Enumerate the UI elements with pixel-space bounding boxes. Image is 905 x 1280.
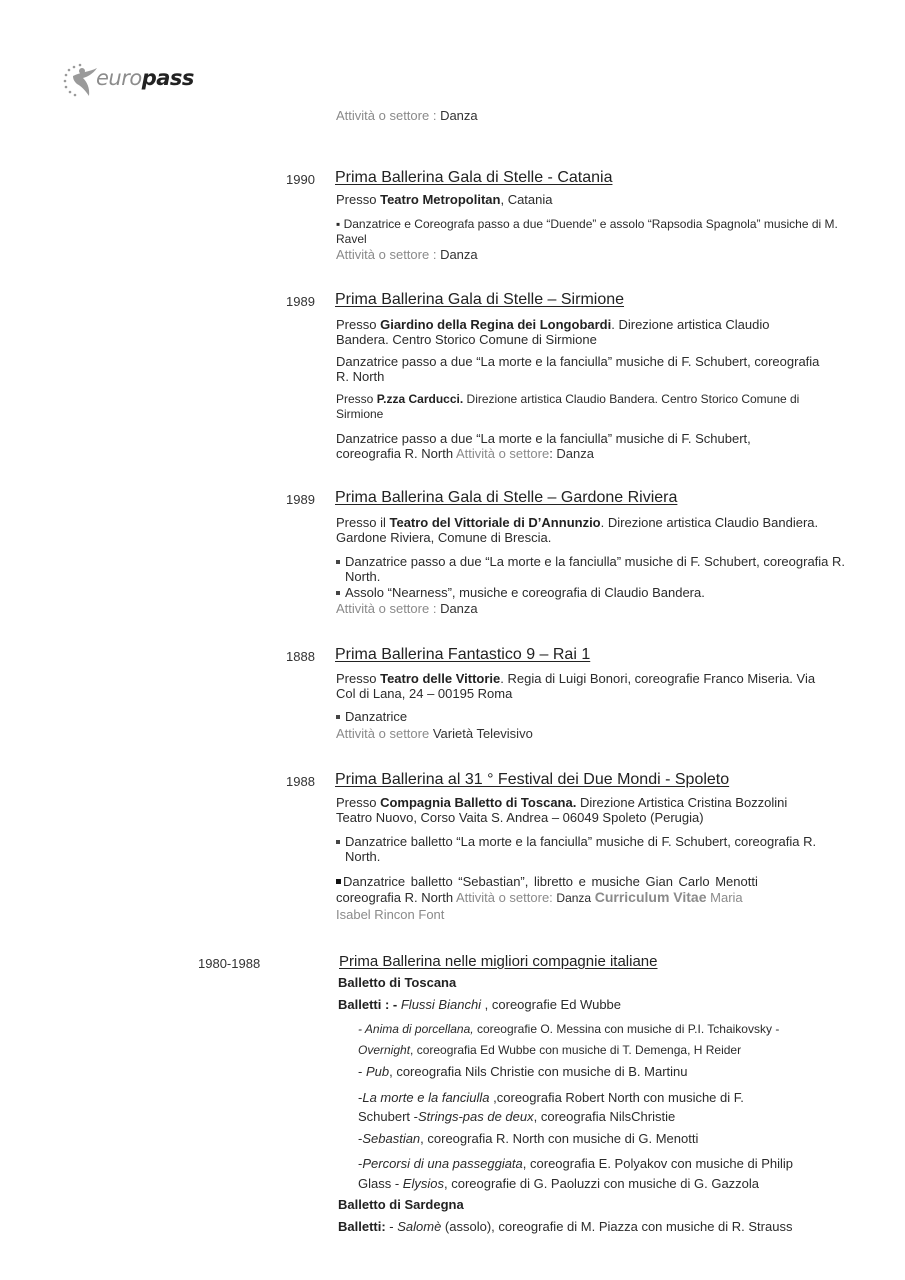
bullet-icon (336, 591, 340, 595)
ballet-list-item: -Percorsi di una passeggiata, coreografia E. Polyakov con musiche di Philip (358, 1156, 794, 1171)
entry-venue-cont: Bandera. Centro Storico Comune di Sirmione (336, 332, 597, 347)
entry-bullet: Danzatrice (336, 709, 407, 724)
entry-title: Prima Ballerina nelle migliori compagnie italiane (339, 953, 658, 970)
entry-venue: Presso Teatro delle Vittorie. Regia di Luigi Bonori, coreografie Franco Miseria. Via (336, 671, 816, 686)
ballet-list-item: -Sebastian, coreografia R. North con musiche di G. Menotti (358, 1131, 699, 1146)
entry-bullet-cont: Ravel (336, 232, 367, 246)
entry-title: Prima Ballerina Gala di Stelle – Sirmione (335, 291, 625, 308)
activity-line: Attività o settore : Danza (336, 601, 478, 616)
ballet-list-item: Overnight, coreografia Ed Wubbe con musiche di T. Demenga, H Reider (358, 1043, 742, 1057)
entry-venue-cont: Col di Lana, 24 – 00195 Roma (336, 686, 513, 701)
cv-label: Curriculum Vitae (594, 889, 707, 905)
entry-year: 1989 (286, 492, 315, 507)
ballet-list-item: Glass - Elysios, coreografie di G. Paoluzzi con musiche di G. Gazzola (358, 1176, 760, 1191)
cv-name: Maria (710, 890, 743, 905)
entry-bullet-cont: coreografia R. North Attività o settore: Danza Curriculum Vitae Maria (336, 889, 743, 905)
entry-venue-cont: Sirmione (336, 407, 384, 421)
entry-title: Prima Ballerina Gala di Stelle – Gardone Riviera (335, 489, 678, 506)
entry-description: Danzatrice passo a due “La morte e la fanciulla” musiche di F. Schubert, coreografia (336, 354, 820, 369)
activity-line: Attività o settore : Danza (336, 108, 478, 123)
entry-bullet-cont: North. (345, 569, 381, 584)
bullet-icon (336, 879, 341, 884)
bullet-icon (336, 560, 340, 564)
entry-description-cont: R. North (336, 369, 385, 384)
entry-bullet: Danzatrice balletto “La morte e la fanciulla” musiche di F. Schubert, coreografia R. (336, 834, 816, 849)
ballet-list-first: Balletti : - Flussi Bianchi , coreografie Ed Wubbe (338, 997, 622, 1012)
entry-year: 1990 (286, 172, 315, 187)
entry-year: 1888 (286, 649, 315, 664)
entry-venue: Presso il Teatro del Vittoriale di D’Annunzio. Direzione artistica Claudio Bandiera. (336, 515, 819, 530)
entry-description-cont: coreografia R. North Attività o settore: Danza (336, 446, 594, 461)
europass-logo (63, 62, 194, 100)
entry-venue: Presso Teatro Metropolitan, Catania (336, 192, 553, 207)
ballet-list-item: - Anima di porcellana, coreografie O. Messina con musiche di P.I. Tchaikovsky - (358, 1022, 780, 1036)
activity-line: Attività o settore : Danza (336, 247, 478, 262)
entry-bullet-cont: North. (345, 849, 381, 864)
entry-venue: Presso Compagnia Balletto di Toscana. Direzione Artistica Cristina Bozzolini (336, 795, 788, 810)
entry-description: Danzatrice passo a due “La morte e la fanciulla” musiche di F. Schubert, (336, 431, 751, 446)
entry-venue-cont: Gardone Riviera, Comune di Brescia. (336, 530, 552, 545)
entry-bullet: Assolo “Nearness”, musiche e coreografia di Claudio Bandera. (336, 585, 705, 600)
entry-bullet: ▪ Danzatrice e Coreografa passo a due “Duende” e assolo “Rapsodia Spagnola” musiche di M. (336, 217, 838, 231)
company-name: Balletto di Toscana (338, 975, 457, 990)
ballet-list-item: - Pub, coreografia Nils Christie con musiche di B. Martinu (358, 1064, 688, 1079)
entry-title: Prima Ballerina Fantastico 9 – Rai 1 (335, 646, 591, 663)
entry-venue: Presso P.zza Carducci. Direzione artistica Claudio Bandera. Centro Storico Comune di (336, 392, 800, 406)
ballet-list-first: Balletti: - Salomè (assolo), coreografie di M. Piazza con musiche di R. Strauss (338, 1219, 793, 1234)
activity-line: Attività o settore Varietà Televisivo (336, 726, 533, 741)
bullet-icon (336, 715, 340, 719)
entry-year: 1989 (286, 294, 315, 309)
entry-bullet: Danzatrice passo a due “La morte e la fanciulla” musiche di F. Schubert, coreografia R. (336, 554, 845, 569)
entry-bullet: Danzatrice balletto “Sebastian”, libretto e musiche Gian Carlo Menotti (336, 874, 758, 889)
entry-year: 1980-1988 (198, 956, 261, 971)
entry-venue: Presso Giardino della Regina dei Longobardi. Direzione artistica Claudio (336, 317, 770, 332)
entry-title: Prima Ballerina Gala di Stelle - Catania (335, 169, 613, 186)
europass-wordmark: europass (96, 66, 194, 90)
entry-title: Prima Ballerina al 31 ° Festival dei Due Mondi - Spoleto (335, 771, 730, 788)
entry-venue-cont: Teatro Nuovo, Corso Vaita S. Andrea – 06049 Spoleto (Perugia) (336, 810, 704, 825)
company-name: Balletto di Sardegna (338, 1197, 464, 1212)
bullet-icon (336, 840, 340, 844)
cv-name-cont: Isabel Rincon Font (336, 907, 445, 922)
ballet-list-item: -La morte e la fanciulla ,coreografia Robert North con musiche di F. (358, 1090, 744, 1105)
entry-year: 1988 (286, 774, 315, 789)
ballet-list-item: Schubert -Strings-pas de deux, coreografia NilsChristie (358, 1109, 676, 1124)
